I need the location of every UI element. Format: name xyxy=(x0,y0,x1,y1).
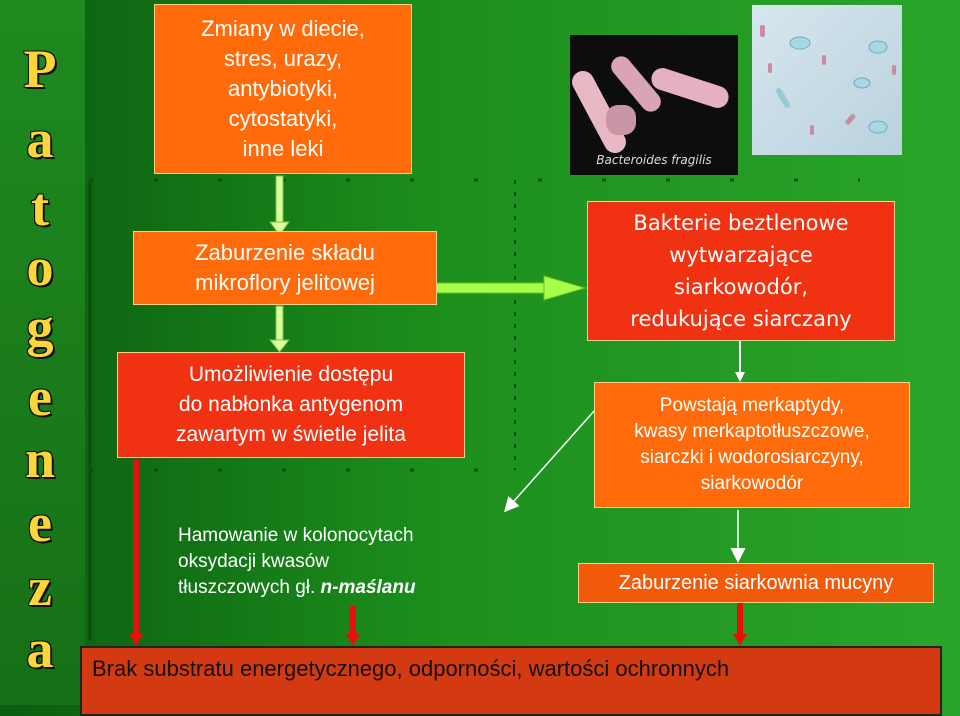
mucin-box: Zaburzenie siarkownia mucyny xyxy=(578,563,934,603)
products-box: Powstają merkaptydy, kwasy merkaptotłuszczowe, siarczki i wodorosiarczyny, siarkowodór xyxy=(594,382,910,508)
red-arrow-left xyxy=(129,460,143,646)
title-letter: a xyxy=(26,619,54,679)
title-letter: n xyxy=(24,429,56,489)
title-letter: e xyxy=(28,367,52,427)
red-arrow-right xyxy=(733,603,747,646)
microflora-box: Zaburzenie składu mikroflory jelitowej xyxy=(133,231,437,305)
title-letter: z xyxy=(28,557,52,617)
outcome-text: Brak substratu energetycznego, odporności, wartości ochronnych xyxy=(92,656,730,681)
photo-caption: Bacteroides fragilis xyxy=(596,153,712,167)
title-letter: a xyxy=(26,109,54,169)
bacteroides-photo xyxy=(570,35,738,175)
anaerobes-box: Bakterie beztlenowe wytwarzające siarkowodór, redukujące siarczany xyxy=(587,201,895,341)
red-arrow-middle xyxy=(346,606,360,646)
causes-box: Zmiany w diecie, stres, urazy, antybiotyki, cytostatyki, inne leki xyxy=(154,4,412,174)
outcome-bar xyxy=(80,646,942,716)
inhibition-line-2: oksydacji kwasów xyxy=(178,551,329,572)
arrow-down-1 xyxy=(270,176,289,235)
arrow-down-2 xyxy=(270,306,289,352)
arrow-right xyxy=(436,276,585,300)
butyrate-label: n-maślanu xyxy=(320,577,416,598)
arrow-down-3 xyxy=(735,341,745,382)
access-box: Umożliwienie dostępu do nabłonka antygenom zawartym w świetle jelita xyxy=(117,352,465,458)
microscope-image xyxy=(752,5,902,155)
microscope-photo xyxy=(752,5,902,155)
title-letter: e xyxy=(28,493,52,553)
inhibition-line-1: Hamowanie w kolonocytach xyxy=(178,525,414,546)
inhibition-line-3a: tłuszczowych gł. xyxy=(178,577,321,598)
title-letter: t xyxy=(31,177,49,237)
inhibition-line-3 xyxy=(178,575,416,601)
arrow-diagonal xyxy=(506,410,595,510)
title-letter: P xyxy=(23,39,57,99)
title-letter: g xyxy=(26,297,54,357)
inhibition-box xyxy=(178,516,508,608)
title-letter: o xyxy=(26,237,54,297)
